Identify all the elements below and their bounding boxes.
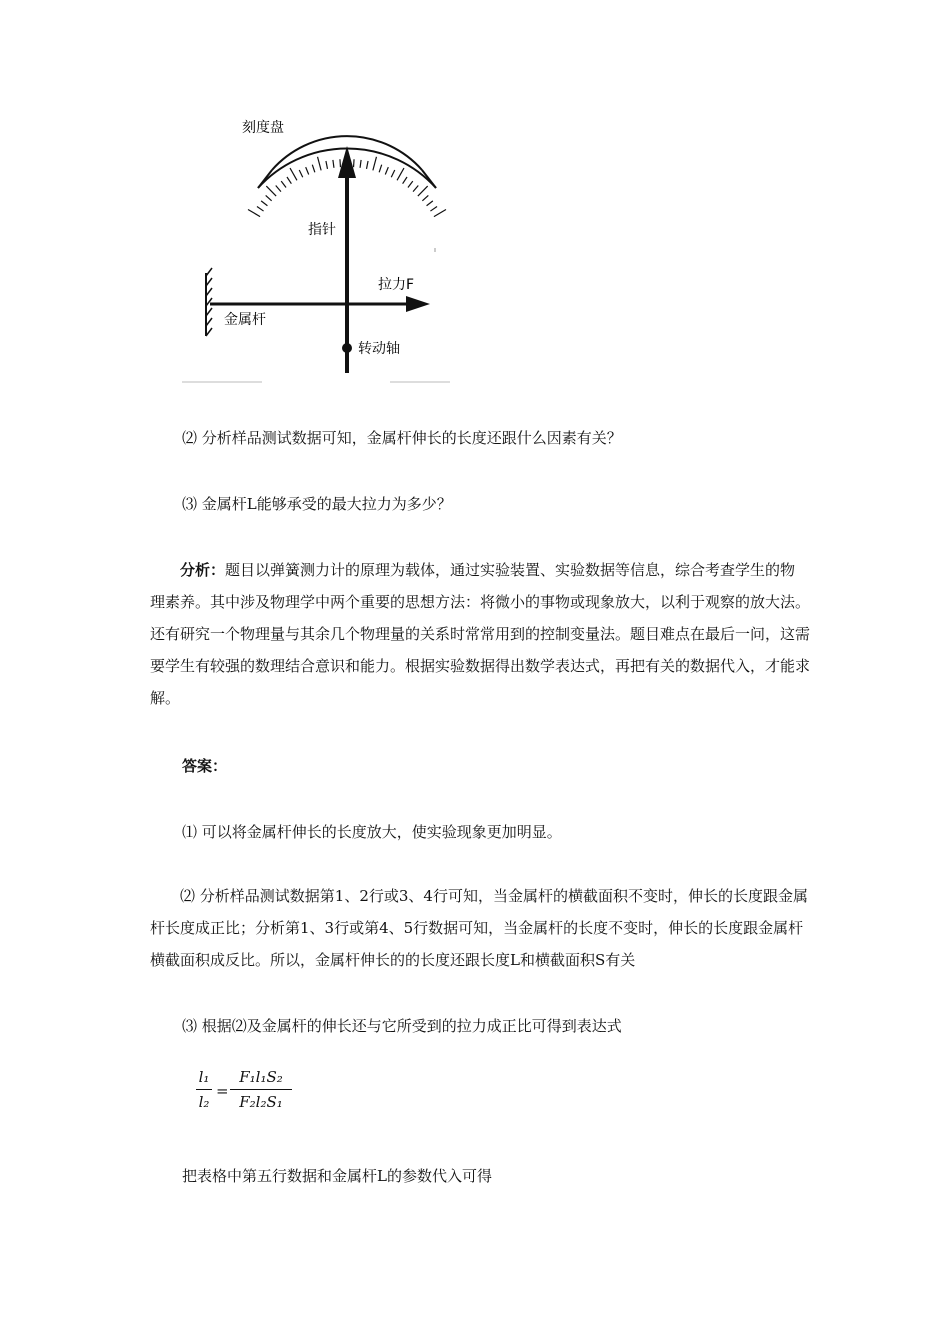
dial-tick (266, 195, 272, 200)
ratio-formula (196, 1066, 296, 1122)
answer-label: 答案： (182, 757, 228, 775)
dial-label: 刻度盘 (242, 120, 284, 136)
dial-tick (276, 186, 281, 192)
dial-tick (354, 159, 355, 167)
question-3: ⑶ 金属杆L能够承受的最大拉力为多少？ (182, 495, 452, 513)
dial-tick (312, 165, 315, 173)
dial-tick (290, 168, 297, 180)
dial-tick (257, 207, 264, 212)
dial-tick (281, 181, 286, 187)
force-arrowhead (406, 296, 430, 312)
dial-tick (248, 209, 260, 216)
dial-tick (306, 167, 309, 174)
dial-tick (373, 157, 377, 171)
rotation-axis-dot (342, 343, 352, 353)
answer-2: ⑵ 分析样品测试数据第1、2行或3、4行可知，当金属杆的横截面积不变时，伸长的长度跟金属杆长度成正比；分析第1、3行或第4、5行数据可知，当金属杆的长度不变时，伸长的长度跟金属杆横截面积成反比。所以，金属杆伸长的的长度还跟长度L和横截面积S有关 (150, 887, 808, 969)
dial-tick (430, 207, 437, 212)
formula-equals: = (216, 1082, 229, 1100)
apparatus-diagram (180, 108, 460, 393)
dial-tick (318, 157, 322, 171)
apparatus-figure (180, 108, 460, 393)
dial-tick (385, 167, 388, 174)
axis-label: 转动轴 (358, 341, 400, 357)
dial-tick (434, 209, 446, 216)
dial-tick (360, 160, 361, 168)
dial-tick (379, 165, 382, 173)
analysis-label: 分析： (180, 561, 226, 579)
analysis-text: 题目以弹簧测力计的原理为载体，通过实验装置、实验数据等信息，综合考查学生的物理素养。其中涉及物理学中两个重要的思想方法：将微小的事物或现象放大，以利于观察的放大法。还有研究一个物理量与其余几个物理量的关系时常常用到的控制变量法。题目难点在最后一问，这需要学生有较强的数理结合意识和能力。根据实验数据得出数学表达式，再把有关的数据代入，才能求解。 (150, 561, 811, 707)
analysis-paragraph (150, 554, 810, 714)
formula-rhs-numerator: F₁l₁S₂ (239, 1068, 283, 1086)
answer-3-continued: 把表格中第五行数据和金属杆L的参数代入可得 (182, 1167, 492, 1185)
dial-tick (403, 177, 407, 184)
dial-tick (326, 161, 328, 169)
formula-rhs (230, 1066, 292, 1113)
dial-tick (287, 177, 291, 184)
dial-tick (418, 186, 428, 196)
formula-rhs-denominator: F₂l₂S₁ (239, 1093, 283, 1111)
formula-lhs (196, 1066, 212, 1113)
dial-tick (266, 186, 276, 196)
formula-lhs-denominator: l₂ (198, 1093, 210, 1111)
answer-3: ⑶ 根据⑵及金属杆的伸长还与它所受到的拉力成正比可得到表达式 (182, 1017, 622, 1035)
dial-tick (367, 161, 369, 169)
dial-tick (427, 201, 433, 206)
dial-tick (413, 186, 418, 192)
dial-tick (333, 160, 334, 168)
dial-tick (261, 201, 267, 206)
question-2: ⑵ 分析样品测试数据可知，金属杆伸长的长度还跟什么因素有关？ (182, 429, 622, 447)
dial-tick (397, 168, 404, 180)
formula-lhs-numerator: l₁ (198, 1068, 210, 1086)
answer-1: ⑴ 可以将金属杆伸长的长度放大，使实验现象更加明显。 (182, 823, 562, 841)
dial-tick (340, 159, 341, 167)
dial-tick (391, 170, 395, 177)
dial-tick (422, 195, 428, 200)
dial-tick (408, 181, 413, 187)
dial-tick (299, 170, 303, 177)
rod-label: 金属杆 (224, 312, 266, 328)
pointer-label: 指针 (308, 222, 336, 238)
force-label: 拉力F (378, 277, 415, 293)
